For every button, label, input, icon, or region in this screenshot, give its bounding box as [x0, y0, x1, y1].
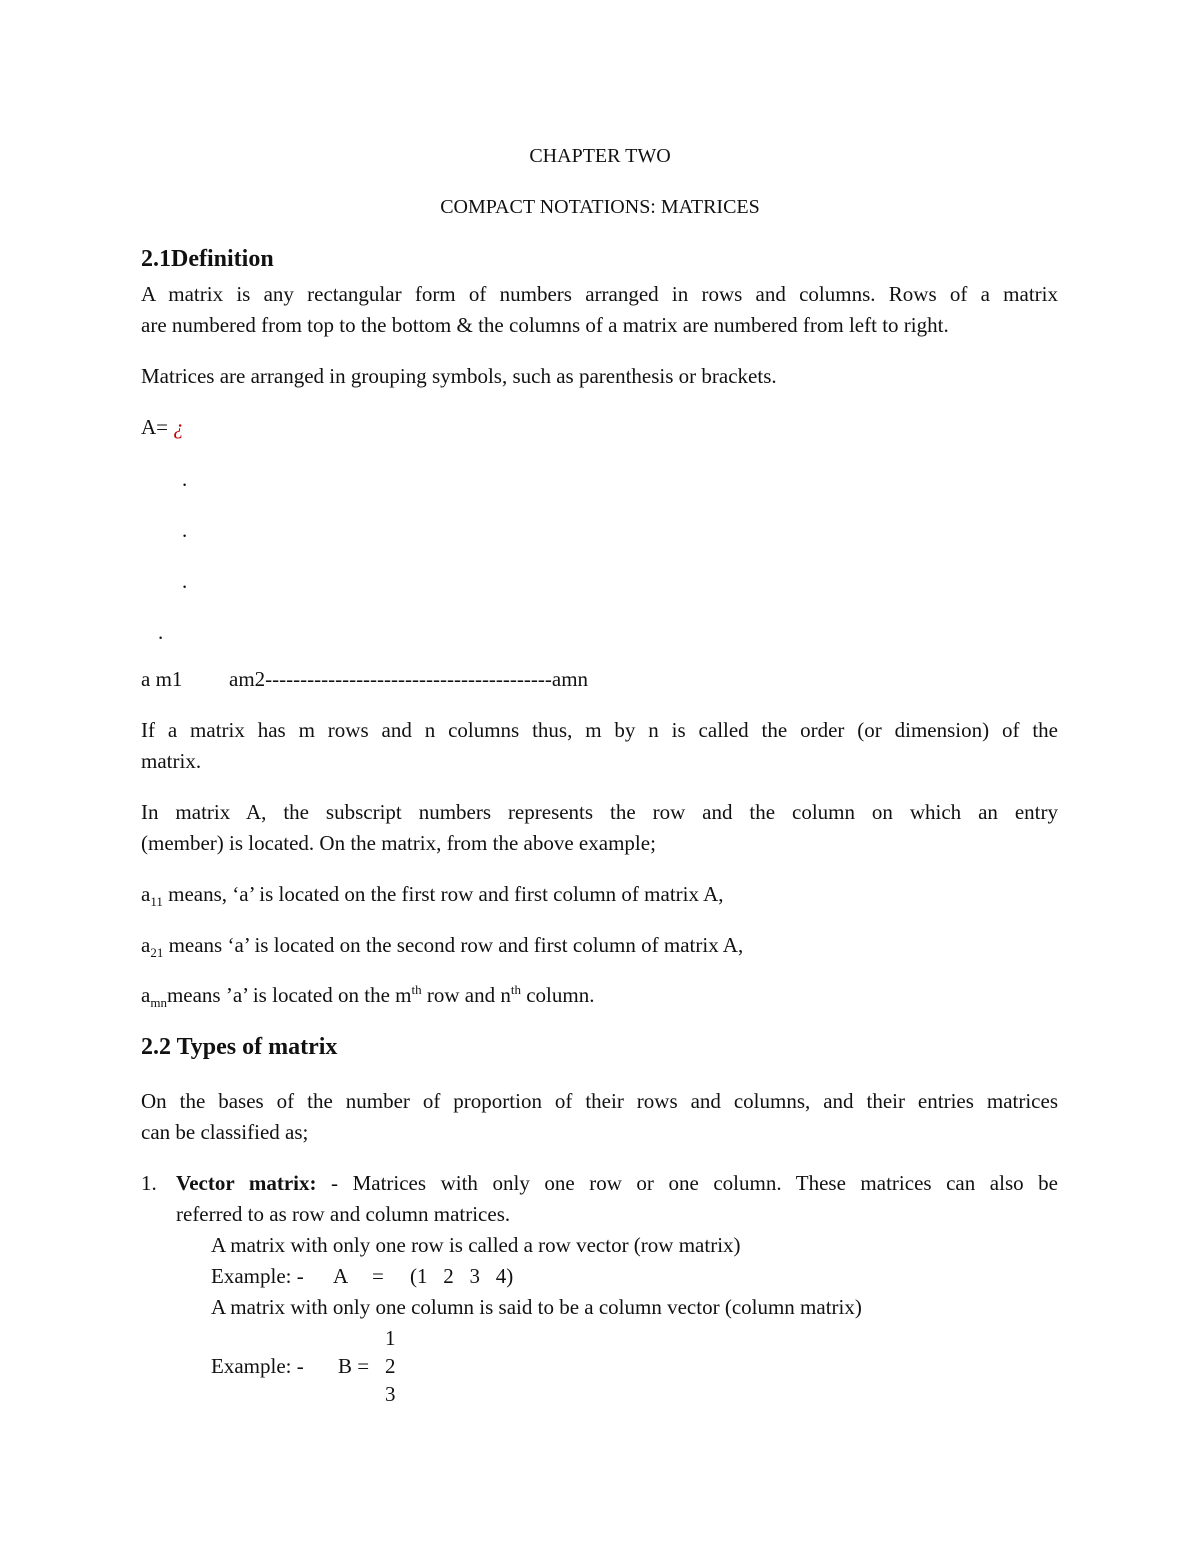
a21-explanation: [141, 930, 743, 960]
matrix-ellipsis-dot-3: .: [182, 569, 188, 593]
a11-explanation: [141, 879, 724, 909]
order-paragraph-line1: If a matrix has m rows and n columns thus, m by n is called the order (or dimension) of the: [141, 718, 1058, 742]
amn-explanation: [141, 980, 594, 1010]
column-vector-description: A matrix with only one column is said to be a column vector (column matrix): [211, 1295, 862, 1319]
amn-base: a: [141, 983, 151, 1007]
matrix-a-eq: A=: [141, 415, 169, 439]
amn-superscript-2: th: [510, 982, 521, 997]
types-paragraph-line2: can be classified as;: [141, 1120, 309, 1144]
amn-text-2: row and n: [421, 983, 511, 1007]
vector-matrix-definition-line1: [176, 1168, 1058, 1198]
vector-matrix-definition-line2: referred to as row and column matrices.: [176, 1202, 511, 1226]
chapter-subtitle: COMPACT NOTATIONS: MATRICES: [440, 196, 760, 218]
matrix-last-row-rest: am2-----------------------------------------amn: [229, 667, 589, 691]
types-paragraph-line1: On the bases of the number of proportion of their rows and columns, and their entries matrices: [141, 1089, 1058, 1113]
section-heading-types: 2.2 Types of matrix: [141, 1034, 338, 1060]
matrix-missing-glyph: ¿: [173, 415, 184, 439]
column-value-2: 2: [385, 1354, 396, 1378]
definition-paragraph-line2: are numbered from top to the bottom & the columns of a matrix are numbered from left to right.: [141, 313, 949, 337]
a11-base: a: [141, 882, 151, 906]
column-example-label: Example: -: [211, 1354, 304, 1378]
list-item-number-1: 1.: [141, 1171, 157, 1195]
row-example-label: Example: -: [211, 1264, 304, 1288]
amn-superscript-1: th: [411, 982, 422, 997]
matrix-ellipsis-dot-4: .: [158, 620, 164, 644]
subscript-paragraph-line2: (member) is located. On the matrix, from the above example;: [141, 831, 656, 855]
matrix-a-label: [141, 412, 184, 442]
a21-subscript: 21: [150, 945, 164, 961]
subscript-paragraph-line1: In matrix A, the subscript numbers represents the row and the column on which an entry: [141, 800, 1058, 824]
row-example-values: (1 2 3 4): [410, 1264, 514, 1288]
column-value-3: 3: [385, 1382, 396, 1406]
section-heading-definition: 2.1Definition: [141, 246, 274, 272]
order-paragraph-line2: matrix.: [141, 749, 202, 773]
matrix-last-row-first: a m1: [141, 667, 183, 691]
vector-matrix-term: Vector matrix:: [176, 1171, 317, 1195]
a11-subscript: 11: [150, 894, 163, 910]
row-example-eq: =: [372, 1264, 384, 1288]
column-example-var: B =: [338, 1354, 370, 1378]
amn-text-1: means ’a’ is located on the m: [166, 983, 412, 1007]
row-example-var: A: [333, 1264, 349, 1288]
a21-base: a: [141, 933, 151, 957]
matrix-ellipsis-dot-2: .: [182, 518, 188, 542]
column-value-1: 1: [385, 1326, 396, 1350]
row-vector-description: A matrix with only one row is called a row vector (row matrix): [211, 1233, 741, 1257]
vector-matrix-def: - Matrices with only one row or one column. These matrices can also be: [316, 1171, 1058, 1195]
chapter-title: CHAPTER TWO: [529, 145, 671, 167]
amn-text-3: column.: [520, 983, 595, 1007]
definition-paragraph-line1: A matrix is any rectangular form of numbers arranged in rows and columns. Rows of a matrix: [141, 282, 1058, 306]
matrix-ellipsis-dot-1: .: [182, 467, 188, 491]
a21-text: means ‘a’ is located on the second row and first column of matrix A,: [163, 933, 744, 957]
grouping-symbols-paragraph: Matrices are arranged in grouping symbols, such as parenthesis or brackets.: [141, 364, 777, 388]
a11-text: means, ‘a’ is located on the first row and first column of matrix A,: [162, 882, 724, 906]
amn-subscript: mn: [150, 995, 167, 1011]
